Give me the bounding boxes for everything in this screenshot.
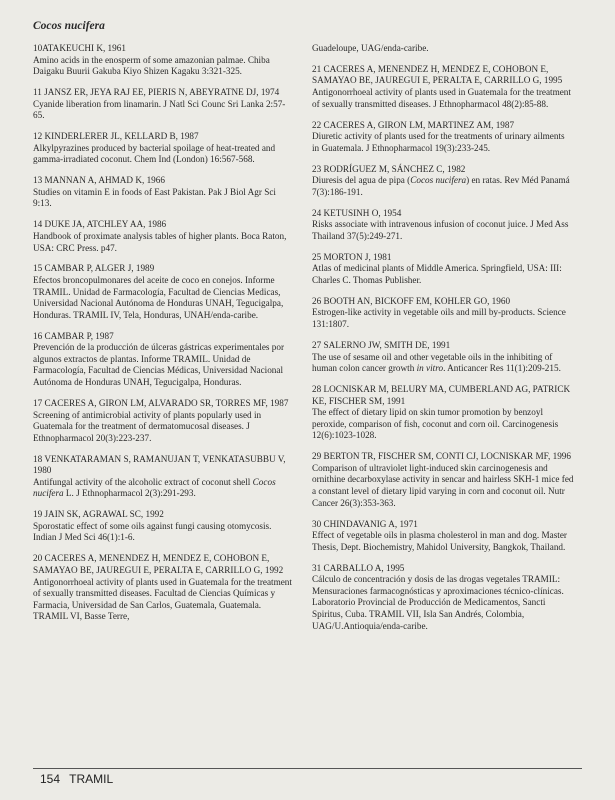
reference-item xyxy=(312,384,574,442)
reference-author-list: JAIN SK, AGRAWAL SC, 1992 xyxy=(44,509,164,520)
species-name: Cocos nucifera xyxy=(33,476,276,499)
latin-term: in vitro xyxy=(416,363,444,374)
reference-text xyxy=(33,477,295,500)
reference-number: 14 xyxy=(33,219,43,230)
reference-text: Antigonorrhoeal activity of plants used in Guatemala for the treatment of sexually transmitted diseases. Facultad de Ciencias Químicas y Farmacia, Universidad de San Carlos, Guatemala, Guatemala. TRAMIL VI, Basse Terre, xyxy=(33,576,292,622)
reference-number: 30 xyxy=(312,518,322,529)
reference-text: Estrogen-like activity in vegetable oils and mill by-products. Science 131:1807. xyxy=(312,307,566,330)
reference-item xyxy=(33,331,295,389)
reference-authors xyxy=(312,164,574,176)
reference-author-list: KETUSINH O, 1954 xyxy=(323,207,402,218)
reference-item xyxy=(312,64,574,110)
reference-authors xyxy=(33,454,295,477)
reference-number: 25 xyxy=(312,251,322,262)
reference-number: 10 xyxy=(33,43,43,53)
reference-item xyxy=(312,164,574,199)
reference-item xyxy=(33,175,295,210)
reference-item xyxy=(312,120,574,155)
reference-item xyxy=(312,451,574,509)
publication-name: TRAMIL xyxy=(69,772,114,786)
reference-author-list: BOOTH AN, BICKOFF EM, KOHLER GO, 1960 xyxy=(323,295,511,306)
reference-item xyxy=(33,509,295,544)
reference-authors xyxy=(33,175,295,187)
footer-divider xyxy=(33,768,582,769)
reference-item xyxy=(33,43,295,78)
reference-text: Prevención de la producción de úlceras gástricas experimentales por algunos extractos de plantas. Informe TRAMIL. Unidad de Farmacología, Facultad de Ciencias Médicas, Universidad Nacional Autónoma de Honduras UNAH, Tegucigalpa, Honduras. xyxy=(33,342,285,388)
reference-text: Sporostatic effect of some oils against fungi causing otomycosis. Indian J Med Sci 46(1):1-6. xyxy=(33,520,272,543)
reference-authors xyxy=(312,451,574,463)
reference-number: 24 xyxy=(312,207,322,218)
reference-authors xyxy=(312,296,574,308)
reference-text: Cyanide liberation from linamarin. J Natl Sci Counc Sri Lanka 2:57-65. xyxy=(33,98,286,121)
reference-author-list: CAMBAR P, 1987 xyxy=(44,330,114,341)
page-number: 154 xyxy=(40,772,61,786)
reference-number: 20 xyxy=(33,553,43,564)
reference-number: 27 xyxy=(312,339,322,350)
reference-authors xyxy=(312,208,574,220)
reference-author-list: CAMBAR P, ALGER J, 1989 xyxy=(44,263,155,274)
reference-text-part: ) en ratas. Rev Méd Panamá 7(3):186-191. xyxy=(312,175,570,197)
reference-number: 16 xyxy=(33,330,43,341)
reference-text-part: L. J Ethnopharmacol 2(3):291-293. xyxy=(63,488,196,499)
reference-number: 28 xyxy=(312,384,322,395)
reference-author-list: CACERES A, MENENDEZ H, MENDEZ E, COHOBON E, SAMAYAO BE, JAUREGUI E, PERALTA E, CARRILLO G, 1992 xyxy=(33,553,284,575)
reference-authors xyxy=(312,519,574,531)
references-right-column xyxy=(312,43,574,642)
reference-item xyxy=(312,252,574,287)
reference-number: 23 xyxy=(312,163,322,174)
reference-item xyxy=(33,87,295,122)
species-name: Cocos nucifera xyxy=(410,175,467,186)
reference-item xyxy=(312,296,574,331)
reference-number: 21 xyxy=(312,63,322,74)
reference-author-list: VENKATARAMAN S, RAMANUJAN T, VENKATASUBBU V, 1980 xyxy=(33,453,286,476)
reference-author-list: MANNAN A, AHMAD K, 1966 xyxy=(44,175,165,186)
reference-authors xyxy=(33,87,295,99)
reference-authors xyxy=(33,509,295,521)
reference-item xyxy=(312,519,574,554)
reference-author-list: SALERNO JW, SMITH DE, 1991 xyxy=(323,339,451,350)
reference-text xyxy=(312,352,574,375)
reference-author-list: KINDERLERER JL, KELLARD B, 1987 xyxy=(44,131,199,142)
reference-text: Alkylpyrazines produced by bacterial spoilage of heat-treated and gamma-irradiated coconut. Chem Ind (London) 16:567-568. xyxy=(33,142,276,165)
reference-text-part: Antifungal activity of the alcoholic extract of coconut shell xyxy=(33,476,253,487)
reference-number: 15 xyxy=(33,263,43,274)
reference-text: Diuretic activity of plants used for the treatments of urinary ailments in Guatemala. J Ethnopharmacol 19(3):233-245. xyxy=(312,131,565,153)
reference-number: 17 xyxy=(33,397,43,408)
reference-authors xyxy=(33,331,295,343)
page-footer xyxy=(40,772,119,786)
reference-author-list: JANSZ ER, JEYA RAJ EE, PIERIS N, ABEYRATNE DJ, 1974 xyxy=(44,87,280,98)
references-left-column xyxy=(33,43,295,632)
reference-text: Risks associate with intravenous infusion of coconut juice. J Med Ass Thailand 37(5):249-271. xyxy=(312,219,569,241)
reference-author-list: ATAKEUCHI K, 1961 xyxy=(42,43,126,53)
reference-item xyxy=(312,340,574,375)
reference-text: Comparison of ultraviolet light-induced skin carcinogenesis and ornithine decarboxylase activity in sencar and hairless SKH-1 mice fed a constant level of dietary lipid varying in corn and coconut oil. Nutr Cancer 26(3):353-363. xyxy=(312,462,574,508)
reference-item xyxy=(33,454,295,500)
reference-text: Screening of antimicrobial activity of plants popularly used in Guatemala for the treatment of dermatomucosal diseases. J Ethnopharmacol 20(3):223-237. xyxy=(33,409,262,443)
reference-number: 12 xyxy=(33,131,43,142)
reference-item xyxy=(312,208,574,243)
reference-authors xyxy=(33,131,295,143)
reference-text: Antigonorrhoeal activity of plants used in Guatemala for the treatment of sexually transmitted diseases. J Ethnopharmacol 48(2):85-88. xyxy=(312,87,571,109)
reference-authors xyxy=(312,120,574,132)
reference-number: 22 xyxy=(312,119,322,130)
reference-author-list: RODRÍGUEZ M, SÁNCHEZ C, 1982 xyxy=(323,163,466,174)
reference-item xyxy=(312,563,574,633)
reference-text: Handbook of proximate analysis tables of higher plants. Boca Raton, USA: CRC Press. p47. xyxy=(33,230,287,253)
reference-item xyxy=(33,398,295,444)
reference-number: 26 xyxy=(312,295,322,306)
reference-authors xyxy=(312,563,574,575)
reference-continuation: Guadeloupe, UAG/enda-caribe. xyxy=(312,43,429,53)
reference-item xyxy=(33,263,295,321)
reference-number: 19 xyxy=(33,509,43,520)
reference-number: 31 xyxy=(312,562,322,573)
reference-author-list: CACERES A, GIRON LM, ALVARADO SR, TORRES MF, 1987 xyxy=(44,397,289,408)
reference-authors xyxy=(33,398,295,410)
reference-authors xyxy=(33,553,295,576)
reference-text: Atlas of medicinal plants of Middle America. Springfield, USA: III: Charles C. Thomas Publisher. xyxy=(312,263,562,285)
reference-text: Studies on vitamin E in foods of East Pakistan. Pak J Biol Agr Sci 9:13. xyxy=(33,186,276,209)
reference-authors xyxy=(312,252,574,264)
reference-text: Effect of vegetable oils in plasma cholesterol in man and dog. Master Thesis, Dept. Biochemistry, Mahidol University, Bangkok, Thailand. xyxy=(312,530,567,552)
reference-item xyxy=(33,131,295,166)
reference-author-list: CARBALLO A, 1995 xyxy=(323,562,405,573)
reference-author-list: CHINDAVANIG A, 1971 xyxy=(323,518,418,529)
reference-number: 11 xyxy=(33,87,42,98)
reference-author-list: DUKE JA, ATCHLEY AA, 1986 xyxy=(44,219,167,230)
reference-number: 13 xyxy=(33,175,43,186)
reference-text: Amino acids in the enosperm of some amazonian palmae. Chiba Daigaku Buurii Gakuba Kiyo Shizen Kagaku 3:321-325. xyxy=(33,54,270,77)
reference-text xyxy=(312,175,574,198)
page-header-title: Cocos nucifera xyxy=(33,20,105,32)
reference-authors xyxy=(312,64,574,87)
reference-author-list: LOCNISKAR M, BELURY MA, CUMBERLAND AG, PATRICK KE, FISCHER SM, 1991 xyxy=(312,384,571,406)
reference-authors xyxy=(312,384,574,407)
reference-author-list: CACERES A, MENENDEZ H, MENDEZ E, COHOBON E, SAMAYAO BE, JAUREGUI E, PERALTA E, CARRILLO G, 1995 xyxy=(312,63,563,86)
reference-authors xyxy=(33,219,295,231)
reference-authors xyxy=(33,263,295,275)
reference-text-part: The use of sesame oil and other vegetable oils in the inhibiting of human colon cancer growth xyxy=(312,351,553,374)
reference-item xyxy=(33,219,295,254)
reference-item xyxy=(33,553,295,623)
reference-authors xyxy=(312,340,574,352)
reference-text: The effect of dietary lipid on skin tumor promotion by benzoyl peroxide, comparison of fish, coconut and corn oil. Carcinogenesis 12(6):1023-1028. xyxy=(312,407,559,441)
reference-author-list: MORTON J, 1981 xyxy=(323,251,392,262)
reference-authors xyxy=(33,43,295,55)
reference-text: Cálculo de concentración y dosis de las drogas vegetales TRAMIL: Mensuraciones farmacognósticas y aproximaciones técnico-clínicas. Laboratorio Provincial de Producción de Medicamentos, Sancti Spiritus, Cuba. TRAMIL VII, Isla San Andrés, Colombia, UAG/U.Antioquia/enda-caribe. xyxy=(312,574,564,631)
reference-author-list: CACERES A, GIRON LM, MARTINEZ AM, 1987 xyxy=(323,119,515,130)
reference-text: Efectos broncopulmonares del aceite de coco en conejos. Informe TRAMIL. Unidad de Farmacología, Facultad de Ciencias Medicas, Universidad Nacional Autónoma de Honduras UNAH, Tegucigalpa, Honduras. TRAMIL IV, Tela, Honduras, UNAH/enda-caribe. xyxy=(33,274,284,320)
reference-text-part: Diuresis del agua de pipa ( xyxy=(312,175,411,186)
reference-author-list: BERTON TR, FISCHER SM, CONTI CJ, LOCNISKAR MF, 1996 xyxy=(323,451,571,462)
reference-text-part: . Anticancer Res 11(1):209-215. xyxy=(443,363,561,374)
reference-number: 29 xyxy=(312,451,322,462)
reference-number: 18 xyxy=(33,453,43,464)
